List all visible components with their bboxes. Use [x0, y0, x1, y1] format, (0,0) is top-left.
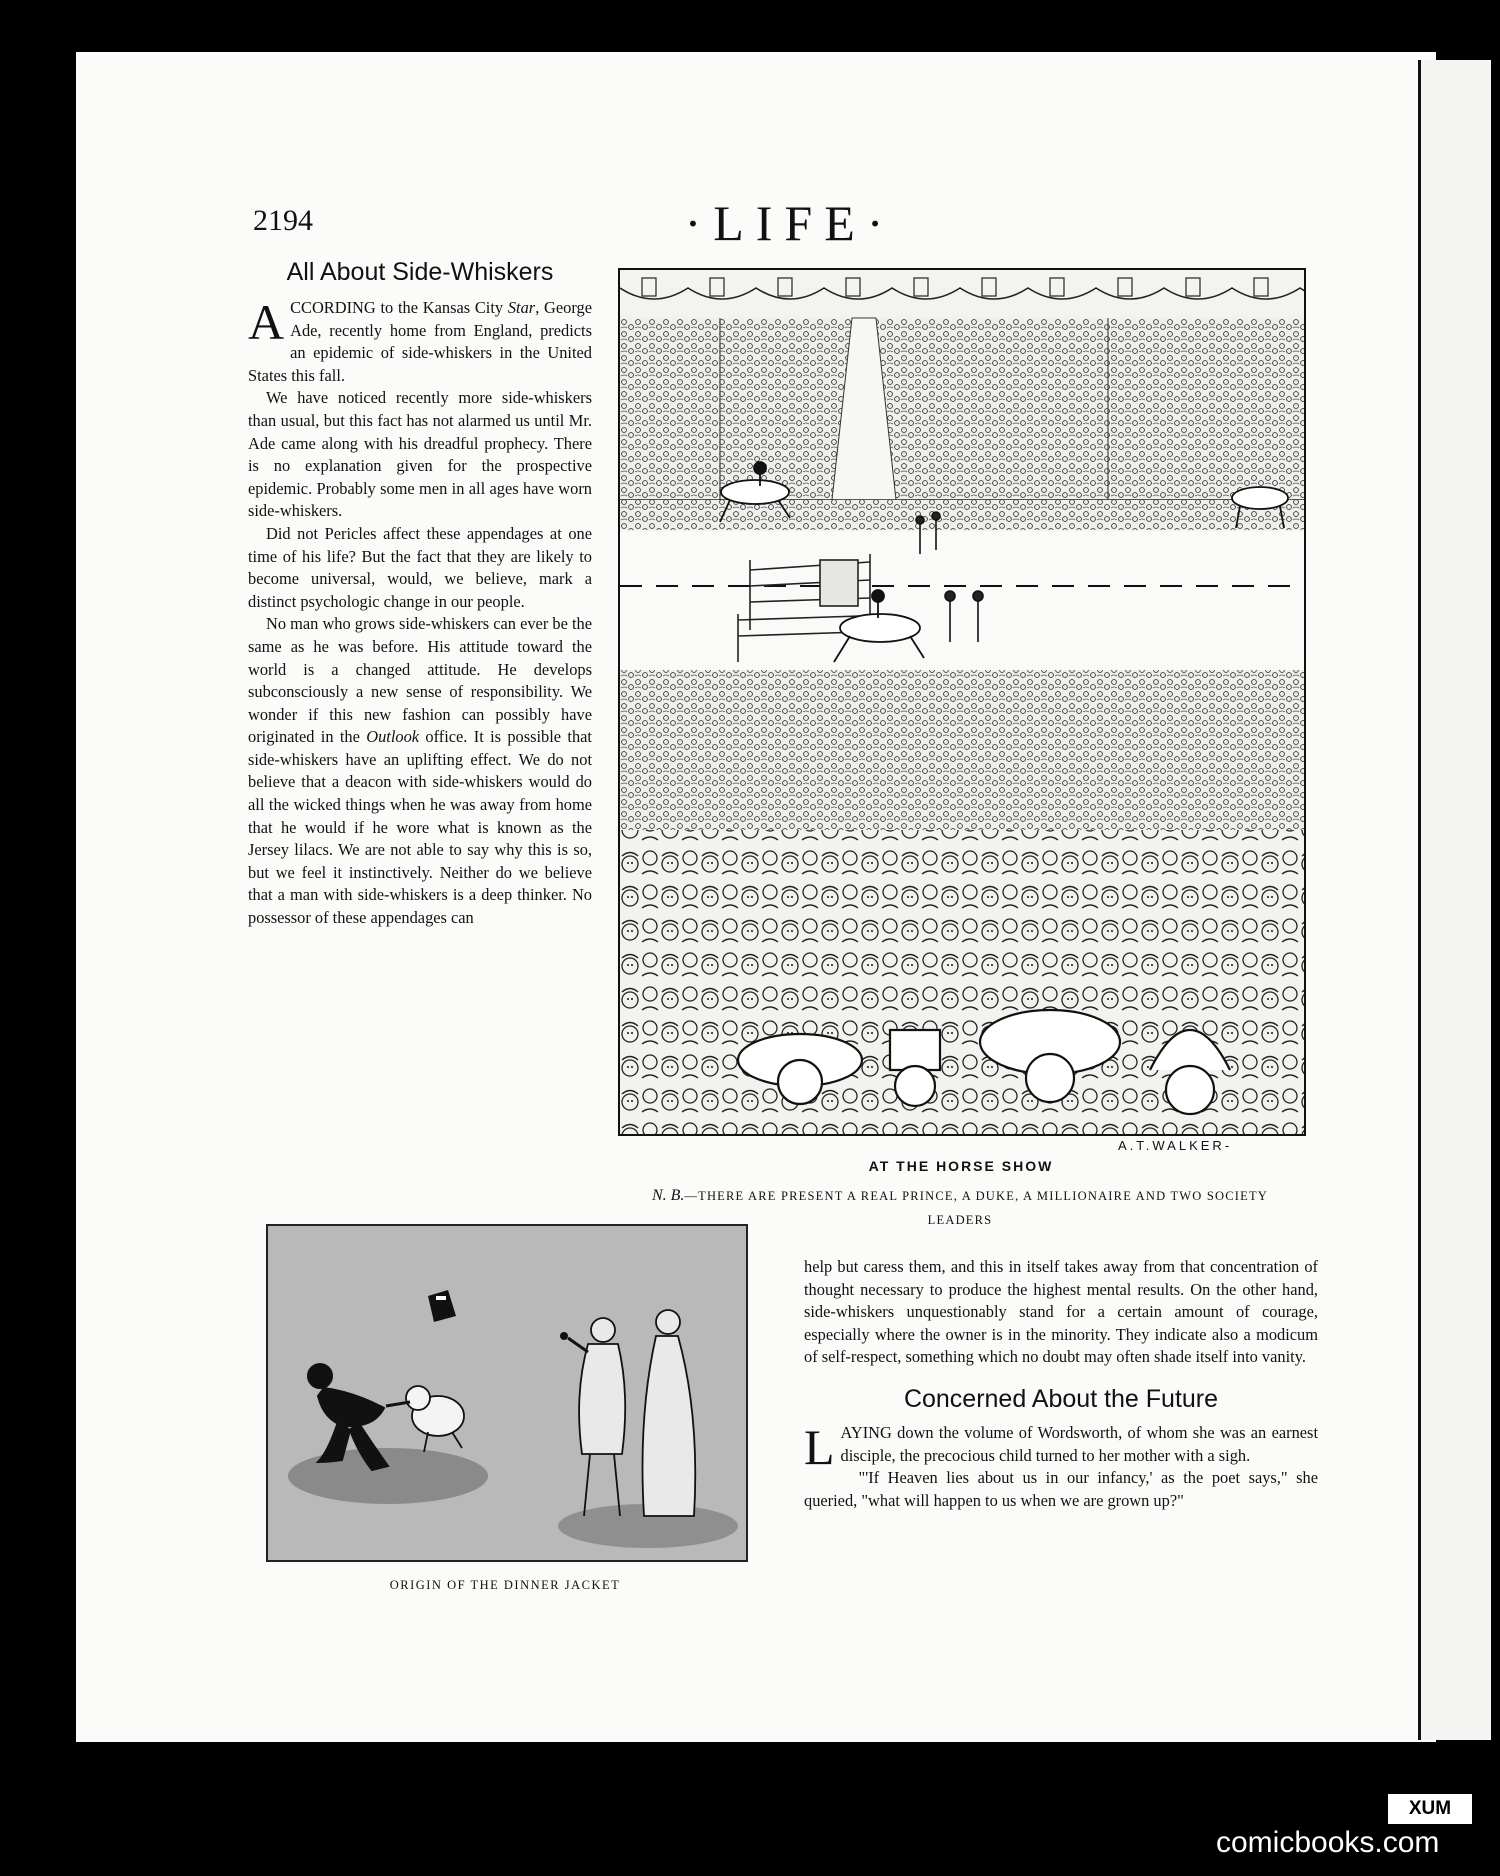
site-watermark: comicbooks.com	[1216, 1826, 1440, 1859]
page-number: 2194	[253, 204, 313, 237]
text: , George Ade, recently home from England, predicts an epidemic of side-whiskers in the United States this fall.	[248, 298, 592, 385]
nb-label: N. B.	[651, 1187, 685, 1204]
drop-cap: L	[804, 1418, 835, 1475]
article-title-future: Concerned About the Future	[903, 1384, 1219, 1413]
text: CCORDING to the Kansas City	[290, 298, 508, 317]
italic-text: Outlook	[366, 727, 420, 747]
dinner-jacket-caption: ORIGIN OF THE DINNER JACKET	[389, 1578, 621, 1592]
horse-show-illustration	[618, 268, 1306, 1136]
text: AYING down the volume of Wordsworth, of whom she was an earnest disciple, the precocious child turned to her mother with a sigh.	[840, 1422, 1318, 1465]
scan-stamp: XUM	[1388, 1794, 1472, 1824]
nb-text: —THERE ARE PRESENT A REAL PRINCE, A DUKE, A MILLIONAIRE AND TWO SOCIETY LEADERS	[684, 1189, 1269, 1227]
horse-show-drawing	[620, 270, 1304, 1134]
text: office. It is possible that side-whiskers have an uplifting effect. We do not believe that a deacon with side-whiskers would do all the wicked things when he was away from home that he would if he wore what is known as the Jersey lilacs. We are not able to say why this is so, but we feel it instinctively. Neither do we believe that a man with side-whiskers is a deep thinker. No possessor of these appendages can	[248, 727, 592, 928]
paragraph	[804, 1418, 1318, 1475]
paragraph: We have noticed recently more side-whiskers than usual, but this fact has not alarmed us until Mr. Ade came along with his dreadful prophecy. There is no explanation given for the prospective epidemic. Probably some men in all ages have worn side-whiskers.	[248, 388, 592, 521]
artist-signature: A.T.WALKER-	[1118, 1138, 1233, 1153]
horse-show-caption: AT THE HORSE SHOW	[868, 1158, 1054, 1174]
facing-page-edge	[1418, 60, 1491, 1740]
dinner-jacket-illustration	[266, 1224, 748, 1562]
paragraph	[248, 613, 592, 929]
paragraph	[248, 294, 592, 387]
paragraph: help but caress them, and this in itself takes away from that concentration of thought necessary to produce the highest mental results. On the other hand, side-whiskers unquestionably stand for a certain amount of courage, especially where the owner is in the minority. They indicate also a modicum of self-respect, something which no doubt may often shade itself into vanity.	[804, 1257, 1318, 1367]
article-title: All About Side-Whiskers	[286, 258, 554, 286]
article-side-whiskers	[248, 258, 592, 930]
text: No man who grows side-whiskers can ever be the same as he was before. His attitude toward the world is a changed attitude. He develops subconsciously a new sense of responsibility. We wonder if this new fashion can possibly have originated in the	[248, 614, 592, 747]
paragraph: Did not Pericles affect these appendages at one time of his life? But the fact that they are likely to become universal, would, we believe, mark a distinct psychologic change in our people.	[248, 523, 592, 611]
drop-cap: A	[248, 294, 285, 350]
dinner-jacket-drawing	[268, 1226, 746, 1560]
italic-text: Star	[507, 298, 536, 317]
right-column	[804, 1256, 1318, 1512]
masthead: ·LIFE·	[684, 195, 896, 251]
paragraph: "'If Heaven lies about us in our infancy,' as the poet says," she queried, "what will happen to us when we are grown up?"	[804, 1468, 1318, 1510]
